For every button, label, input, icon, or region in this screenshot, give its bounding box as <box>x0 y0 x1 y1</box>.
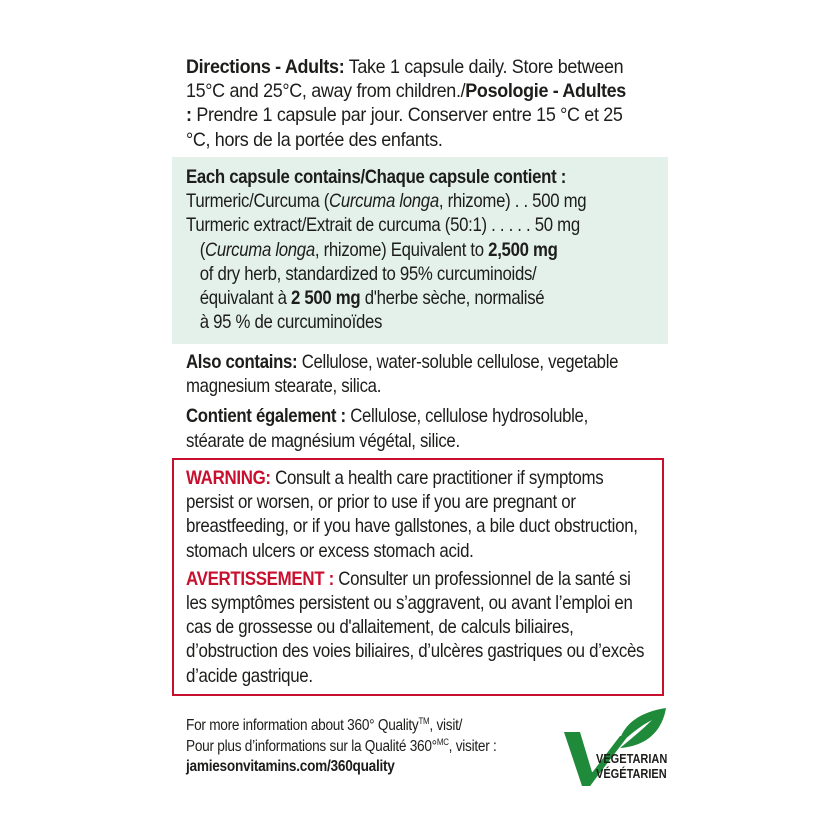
warning-heading-en: WARNING: <box>186 467 271 489</box>
ingredient-equivalent-fr: équivalant à 2 500 mg d'herbe sèche, normalisé <box>199 287 545 310</box>
ingredient-standardized: of dry herb, standardized to 95% curcuminoids/ <box>199 262 537 285</box>
quality-url-link[interactable]: jamiesonvitamins.com/360quality <box>186 758 395 775</box>
directions-text-en: Take 1 capsule daily. Store between 15°C and 25°C, away from children./ <box>186 56 624 103</box>
warning-fr: AVERTISSEMENT : Consulter un professionnel de la santé si les symptômes persistent ou s’aggravent, ou avant l’emploi en cas de grossesse ou d'allaitement, de calculs biliaires, d’obstruction des voies biliaires, d’ulcères gastriques ou d’excès d’acide gastrique. <box>186 567 645 687</box>
vegetarian-badge-text <box>596 752 667 782</box>
ingredient-normalized-fr: à 95 % de curcuminoïdes <box>199 311 383 334</box>
also-contains-fr: Contient également : Cellulose, cellulose hydrosoluble, stéarate de magnésium végétal, silice. <box>186 405 588 452</box>
vegetarian-label-en: VEGETARIAN <box>596 752 668 766</box>
directions-text-fr: Prendre 1 capsule par jour. Conserver entre 15 °C et 25 °C, hors de la portée des enfants. <box>186 104 623 151</box>
warning-en: WARNING: Consult a health care practitioner if symptoms persist or worsen, or prior to use if you are pregnant or breastfeeding, or if you have gallstones, a bile duct obstruction, stomach ulcers or excess stomach acid. <box>186 467 638 562</box>
ingredient-turmeric-extract: Turmeric extract/Extrait de curcuma (50:1) . . . . . 50 mg <box>186 214 580 237</box>
ingredient-equivalent: (Curcuma longa, rhizome) Equivalent to 2,500 mg <box>199 238 558 261</box>
also-contains-en: Also contains: Cellulose, water-soluble cellulose, vegetable magnesium stearate, silica. <box>186 351 619 398</box>
vegetarian-label-fr: VÉGÉTARIEN <box>596 767 667 781</box>
directions-heading-en: Directions - Adults: <box>186 56 345 78</box>
directions-heading-fr: Posologie - Adultes : <box>186 80 626 127</box>
directions-paragraph <box>186 55 629 152</box>
directions-section <box>186 55 629 164</box>
quality-info-fr: Pour plus d’informations sur la Qualité 360°$^{MC}$, visiter : <box>186 736 497 755</box>
quality-info-en: For more information about 360° Quality™, visit/ <box>186 716 463 734</box>
warning-section <box>186 466 653 692</box>
ingredients-heading: Each capsule contains/Chaque capsule contient : <box>186 166 567 188</box>
ingredient-turmeric: Turmeric/Curcuma (Curcuma longa, rhizome) . . 500 mg <box>186 190 587 213</box>
ingredients-section <box>186 165 650 334</box>
warning-heading-fr: AVERTISSEMENT : <box>186 567 334 590</box>
also-contains-section <box>186 350 633 459</box>
quality-info <box>186 716 556 778</box>
